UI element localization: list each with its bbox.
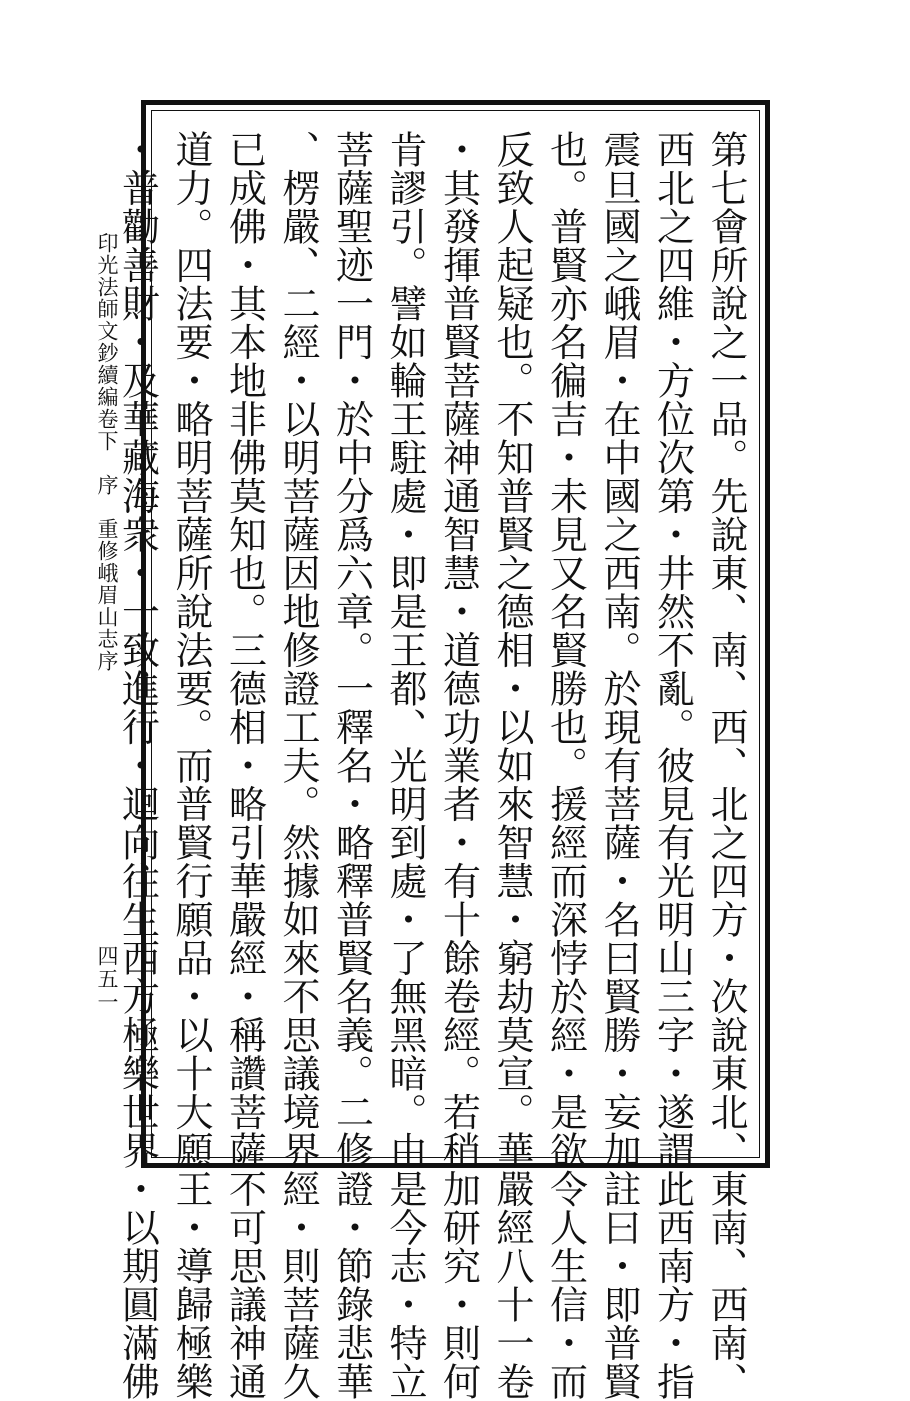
text-column: 西北之四維・方位次第・井然不亂。彼見有光明山三字・遂謂此西南方・指 — [650, 130, 695, 1401]
text-column: 第七會所說之一品。先說東、南、西、北之四方・次說東北、東南、西南、 — [704, 130, 748, 1401]
body-text — [115, 130, 752, 1401]
text-column: 、楞嚴、二經・以明菩薩因地修證工夫。然據如來不思議境界經・則菩薩久 — [276, 130, 320, 1401]
text-column: 反致人起疑也。不知普賢之德相・以如來智慧・窮劫莫宣。華嚴經八十一卷 — [490, 130, 534, 1401]
section-label: 序 — [95, 474, 119, 496]
text-column: 道力。四法要・略明菩薩所說法要。而普賢行願品・以十大願王・導歸極樂 — [169, 130, 213, 1401]
text-column: ・普勸善財・及華藏海衆・一致進行・迴向往生西方極樂世界・以期圓滿佛 — [115, 130, 160, 1401]
page-number: 四五一 — [95, 945, 119, 1014]
text-column: 已成佛・其本地非佛莫知也。三德相・略引華嚴經・稱讚菩薩不可思議神通 — [222, 130, 267, 1401]
text-column: 肯謬引。譬如輪王駐處・即是王都、光明到處・了無黑暗。由是今志・特立 — [383, 130, 427, 1401]
text-column: 震旦國之峨眉・在中國之西南。於現有菩薩・名曰賢勝・妄加註曰・即普賢 — [597, 130, 641, 1401]
text-column: ・其發揮普賢菩薩神通智慧・道德功業者・有十餘卷經。若稍加研究・則何 — [436, 130, 481, 1401]
text-column: 也。普賢亦名徧吉・未見又名賢勝也。援經而深悖於經・是欲令人生信・而 — [543, 130, 588, 1401]
chapter-title: 重修峨眉山志序 — [95, 518, 119, 672]
book-title: 印光法師文鈔續編卷下 — [95, 232, 119, 452]
text-column: 菩薩聖迹一門・於中分爲六章。一釋名・略釋普賢名義。二修證・節錄悲華 — [329, 130, 374, 1401]
